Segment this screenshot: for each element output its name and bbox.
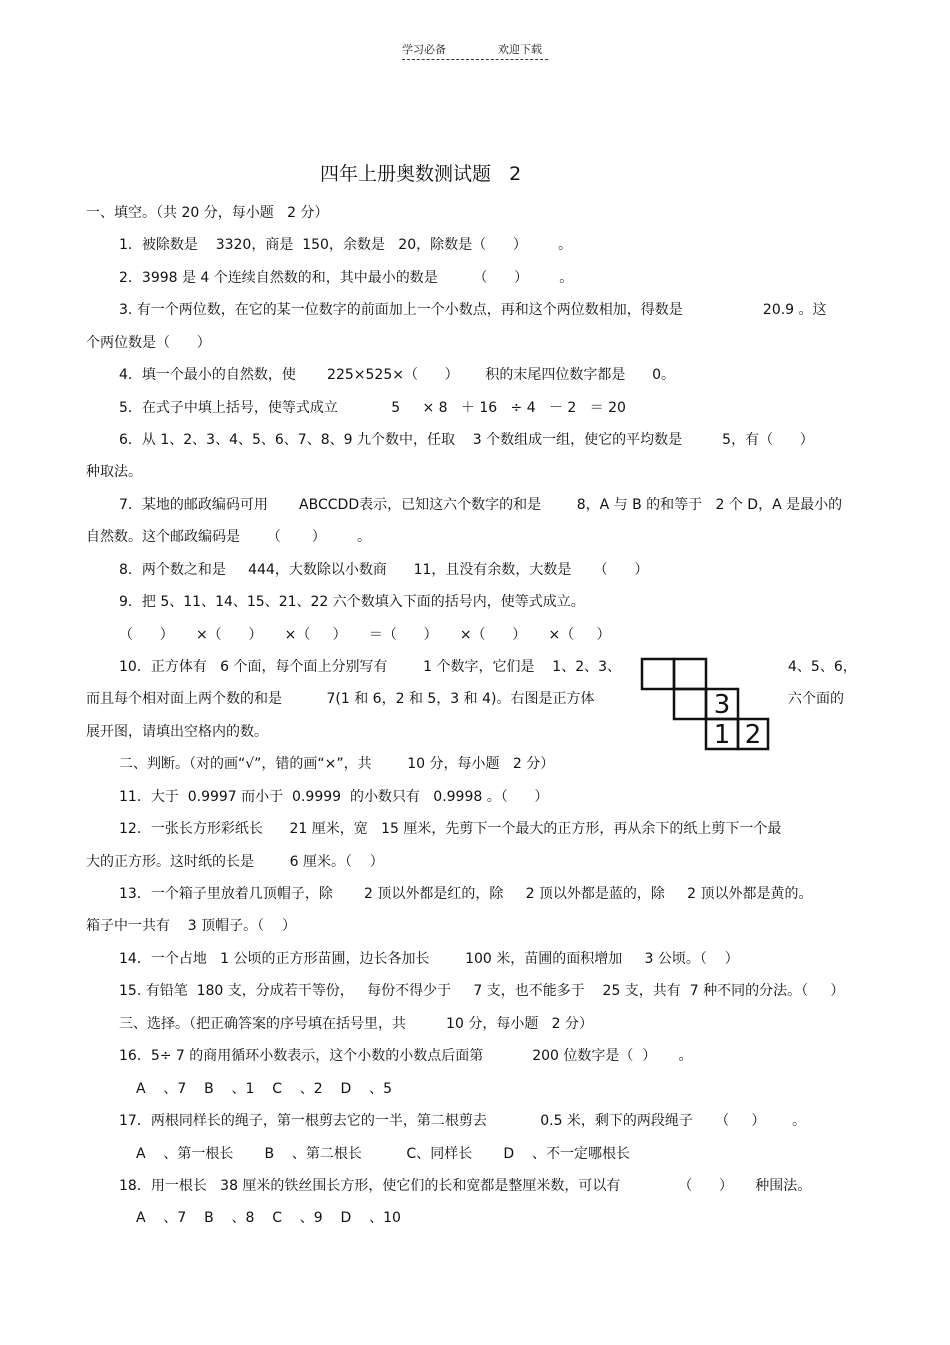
cube-net-figure [640, 657, 772, 753]
text-line: 16．5÷ 7 的商用循环小数表示，这个小数的小数点后面第 200 位数字是（ ） 。 [119, 1048, 693, 1064]
text-line: 而且每个相对面上两个数的和是 7(1 和 6，2 和 5，3 和 4)。右图是正方体 [86, 691, 595, 707]
text-line-right: 六个面的 [788, 691, 844, 707]
header-right: 欢迎下载 [498, 43, 542, 56]
text-line: 5．在式子中填上括号，使等式成立 5 × 8 ＋ 16 ÷ 4 － 2 ＝ 20 [119, 400, 626, 416]
text-line: 9．把 5、11、14、15、21、22 六个数填入下面的括号内，使等式成立。 [119, 594, 585, 610]
text-line: A 、第一根长 B 、第二根长 C、同样长 D 、不一定哪根长 [136, 1146, 630, 1162]
text-line: 个两位数是（ ） [86, 335, 211, 351]
text-line: 13．一个箱子里放着几顶帽子，除 2 顶以外都是红的，除 2 顶以外都是蓝的，除 2 顶以外都是黄的。 [119, 886, 813, 902]
text-line: 4．填一个最小的自然数，使 225×525×（ ） 积的末尾四位数字都是 0。 [119, 367, 675, 383]
text-line: 14．一个占地 1 公顷的正方形苗圃，边长各加长 100 米，苗圃的面积增加 3 公顷。（ ） [119, 951, 739, 967]
text-line: 展开图，请填出空格内的数。 [86, 724, 268, 740]
text-line: 大的正方形。这时纸的长是 6 厘米。（ ） [86, 854, 384, 870]
text-line: 一、填空。（共 20 分，每小题 2 分） [86, 205, 329, 221]
text-line: A 、7 B 、8 C 、9 D 、10 [136, 1210, 401, 1226]
text-line: A 、7 B 、1 C 、2 D 、5 [136, 1081, 392, 1097]
header-left: 学习必备 [402, 43, 446, 56]
net-cell [642, 659, 674, 689]
net-cell [674, 689, 706, 719]
text-line: 三、选择。（把正确答案的序号填在括号里，共 10 分，每小题 2 分） [119, 1016, 594, 1032]
text-line: 11．大于 0.9997 而小于 0.9999 的小数只有 0.9998 。（ ） [119, 789, 549, 805]
text-line: 自然数。这个邮政编码是 （ ） 。 [86, 529, 372, 545]
net-label-3: 3 [713, 690, 731, 720]
text-line: 18．用一根长 38 厘米的铁丝围长方形，使它们的长和宽都是整厘米数，可以有 （ ） 种围法。 [119, 1178, 812, 1194]
text-line: 1．被除数是 3320，商是 150，余数是 20，除数是（ ） 。 [119, 237, 572, 253]
text-line: 6．从 1、2、3、4、5、6、7、8、9 九个数中，任取 3 个数组成一组，使它的平均数是 5，有（ ） [119, 432, 814, 448]
text-line: 17．两根同样长的绳子，第一根剪去它的一半，第二根剪去 0.5 米，剩下的两段绳子 （ ） 。 [119, 1113, 807, 1129]
text-line: 10．正方体有 6 个面，每个面上分别写有 1 个数字，它们是 1、2、3、 [119, 659, 622, 675]
text-line: 箱子中一共有 3 顶帽子。（ ） [86, 918, 296, 934]
text-line: 15. 有铅笔 180 支，分成若干等份， 每份不得少于 7 支，也不能多于 25 支，共有 7 种不同的分法。（ ） [119, 983, 845, 999]
text-line: 种取法。 [86, 464, 142, 480]
net-label-2: 2 [744, 720, 762, 750]
net-cell [674, 659, 706, 689]
page-title: 四年上册奥数测试题 2 [320, 163, 522, 185]
page-header [402, 39, 548, 60]
text-line: 7．某地的邮政编码可用 ABCCDD表示，已知这六个数字的和是 8，A 与 B 的和等于 2 个 D，A 是最小的 [119, 497, 843, 513]
text-line: 2．3998 是 4 个连续自然数的和，其中最小的数是 （ ） 。 [119, 270, 574, 286]
text-line: 3. 有一个两位数，在它的某一位数字的前面加上一个小数点，再和这个两位数相加，得数是 20.9 。这 [119, 302, 827, 318]
text-line: （ ） ×（ ） ×（ ） ＝（ ） ×（ ） ×（ ） [119, 627, 611, 643]
net-label-1: 1 [713, 720, 731, 750]
text-line: 12．一张长方形彩纸长 21 厘米，宽 15 厘米，先剪下一个最大的正方形，再从余下的纸上剪下一个最 [119, 821, 782, 837]
text-line-right: 4、5、6， [788, 659, 857, 675]
text-line: 二、判断。（对的画“√”，错的画“×”，共 10 分，每小题 2 分） [119, 756, 555, 772]
text-line: 8．两个数之和是 444，大数除以小数商 11，且没有余数，大数是 （ ） [119, 562, 649, 578]
